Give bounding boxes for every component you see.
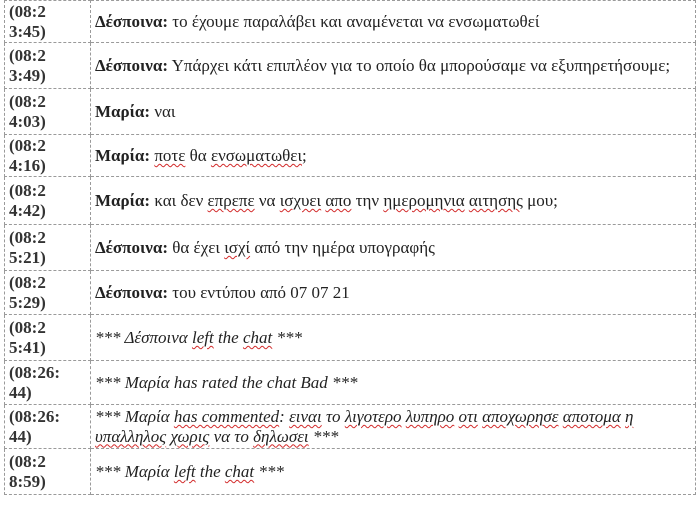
message-cell — [91, 271, 696, 315]
timestamp-line: (08:2 — [9, 46, 46, 65]
system-message-text: *** — [254, 461, 284, 481]
speaker-name: Μαρία: — [95, 101, 151, 121]
timestamp-cell — [5, 1, 91, 43]
misspelled-word: ποτε — [154, 145, 186, 165]
chat-row — [5, 177, 696, 225]
system-message-text: το — [321, 407, 345, 426]
timestamp-cell — [5, 271, 91, 315]
timestamp-cell — [5, 225, 91, 271]
message-text: του εντύπου από 07 07 21 — [168, 282, 350, 302]
system-message-text: *** — [272, 327, 302, 347]
speaker-name: Δέσποινα: — [95, 237, 168, 257]
chat-log-body — [5, 1, 696, 495]
timestamp-line: 4:03) — [9, 111, 46, 131]
misspelled-word: λυπηρο — [405, 407, 455, 426]
timestamp-cell — [5, 43, 91, 89]
timestamp-line: (08:2 — [9, 452, 46, 471]
message-cell — [91, 89, 696, 135]
timestamp-line: (08:2 — [9, 228, 46, 247]
misspelled-word: left — [191, 327, 214, 347]
speaker-name: Δέσποινα: — [95, 11, 168, 31]
timestamp-line: (08:2 — [9, 318, 46, 337]
speaker-name: Δέσποινα: — [95, 282, 168, 302]
timestamp-cell — [5, 449, 91, 495]
message-cell — [91, 177, 696, 225]
timestamp-line: 5:21) — [9, 247, 46, 267]
misspelled-word: chat — [224, 461, 255, 481]
misspelled-word: επρεπε — [207, 190, 255, 210]
chat-row — [5, 449, 696, 495]
chat-transcript — [4, 0, 696, 495]
chat-row — [5, 315, 696, 361]
system-message-text: *** Μαρία has rated the chat Bad *** — [95, 372, 358, 392]
misspelled-word: ισχυει — [279, 190, 322, 210]
chat-row — [5, 89, 696, 135]
system-message-text: *** Μαρία — [95, 407, 174, 426]
misspelled-word: οτι — [458, 407, 478, 426]
speaker-name: Μαρία: — [95, 190, 151, 210]
timestamp-cell — [5, 177, 91, 225]
timestamp-line: 5:29) — [9, 292, 46, 312]
system-message-text: *** — [308, 426, 339, 446]
chat-row — [5, 1, 696, 43]
timestamp-cell — [5, 135, 91, 177]
misspelled-word: ημερομηνια — [383, 190, 465, 210]
timestamp-line: (08:2 — [9, 92, 46, 111]
chat-row — [5, 361, 696, 405]
chat-log-table — [4, 0, 696, 495]
chat-row — [5, 43, 696, 89]
message-text: ναι — [150, 101, 176, 121]
timestamp-line: (08:26: — [9, 363, 60, 382]
timestamp-cell — [5, 405, 91, 449]
timestamp-line: 3:49) — [9, 65, 46, 85]
timestamp-line: 5:41) — [9, 337, 46, 357]
message-cell — [91, 225, 696, 271]
speaker-name: Μαρία: — [95, 145, 151, 165]
timestamp-line: (08:26: — [9, 407, 60, 426]
misspelled-word: δηλωσει — [253, 426, 309, 446]
misspelled-word: has commented — [173, 407, 280, 426]
timestamp-cell — [5, 89, 91, 135]
message-cell — [91, 405, 696, 449]
message-text: το έχουμε παραλάβει και αναμένεται να ενσωματωθεί — [168, 11, 540, 31]
system-message-text: : — [279, 407, 290, 426]
timestamp-cell — [5, 361, 91, 405]
timestamp-cell — [5, 315, 91, 361]
message-text: την — [351, 190, 384, 210]
chat-row — [5, 271, 696, 315]
message-cell — [91, 43, 696, 89]
misspelled-word: η — [625, 407, 634, 426]
misspelled-word: ισχί — [224, 237, 251, 257]
message-text: και δεν — [150, 190, 208, 210]
message-cell — [91, 361, 696, 405]
message-text: από την ημέρα υπογραφής — [250, 237, 435, 257]
timestamp-line: (08:2 — [9, 273, 46, 292]
timestamp-line: (08:2 — [9, 181, 46, 200]
timestamp-line: (08:2 — [9, 136, 46, 155]
misspelled-word: υπαλληλος — [95, 426, 167, 446]
misspelled-word: chat — [242, 327, 273, 347]
timestamp-line: 44) — [9, 382, 32, 402]
system-message-text: the — [213, 327, 243, 347]
timestamp-line: (08:2 — [9, 2, 46, 21]
misspelled-word: αιτησης — [468, 190, 523, 210]
system-message-text: the — [195, 461, 225, 481]
system-message-text: *** Μαρία — [95, 461, 174, 481]
speaker-name: Δέσποινα: — [95, 55, 168, 75]
misspelled-word: αποτομα — [562, 407, 621, 426]
misspelled-word: απο — [325, 190, 352, 210]
message-cell — [91, 1, 696, 43]
timestamp-line: 44) — [9, 426, 32, 446]
message-cell — [91, 135, 696, 177]
misspelled-word: ειναι — [289, 407, 322, 426]
misspelled-word: left — [173, 461, 196, 481]
misspelled-word: ενσωματωθει — [210, 145, 303, 165]
timestamp-line: 4:16) — [9, 155, 46, 175]
message-cell — [91, 315, 696, 361]
timestamp-line: 4:42) — [9, 200, 46, 220]
system-message-text: *** Δέσποινα — [95, 327, 192, 347]
timestamp-line: 3:45) — [9, 21, 46, 41]
chat-row — [5, 135, 696, 177]
chat-row — [5, 225, 696, 271]
message-text: να — [254, 190, 280, 210]
message-text: μου; — [522, 190, 558, 210]
message-text: θα — [185, 145, 211, 165]
misspelled-word: χωρις — [170, 426, 210, 446]
timestamp-line: 8:59) — [9, 471, 46, 491]
misspelled-word: λιγοτερο — [344, 407, 402, 426]
message-text: ; — [302, 145, 307, 165]
message-text: Υπάρχει κάτι επιπλέον για το οποίο θα μπορούσαμε να εξυπηρετήσουμε; — [168, 55, 671, 75]
misspelled-word: αποχωρησε — [482, 407, 559, 426]
message-text: θα έχει — [168, 237, 225, 257]
system-message-text: να το — [209, 426, 254, 446]
message-cell — [91, 449, 696, 495]
chat-row — [5, 405, 696, 449]
